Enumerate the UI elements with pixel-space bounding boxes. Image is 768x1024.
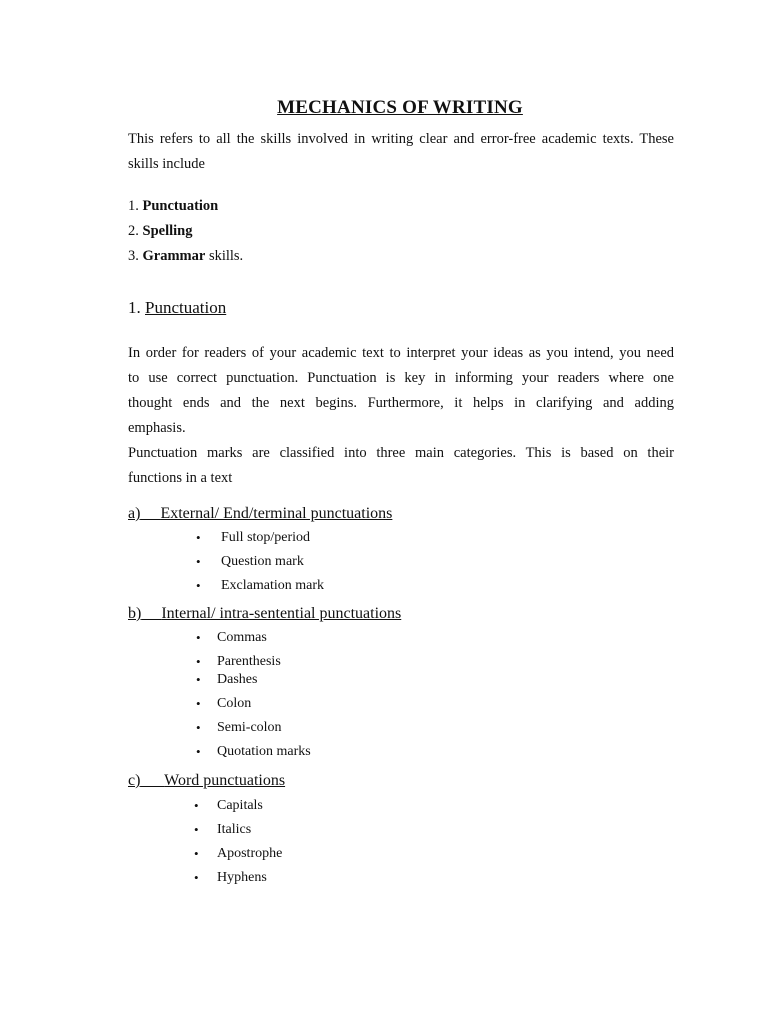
bullet-icon: • [194,870,199,885]
category-heading-external [128,505,392,523]
skills-list-item [128,194,243,219]
bullet-icon: • [196,578,201,593]
skills-list [128,194,243,269]
category-label: c) [128,772,141,789]
list-item-text: Colon [217,696,252,711]
list-item-text: Parenthesis [217,654,281,669]
skills-list-item [128,244,243,269]
category-title: External/ End/terminal punctuations [160,505,393,522]
list-item-text: Semi-colon [217,720,282,735]
paragraph-line: functions in a text [128,470,233,486]
paragraph-line: Punctuation marks are classified into three main categories. This is based on their [128,445,674,461]
skill-number: 2. [128,223,139,239]
skill-number: 3. [128,248,139,264]
paragraph-line: thought ends and the next begins. Furthermore, it helps in clarifying and adding [128,395,674,411]
category-heading-word [128,772,285,790]
paragraph-line: to use correct punctuation. Punctuation is key in informing your readers where one [128,370,674,386]
bullet-icon: • [196,630,201,645]
list-item-text: Apostrophe [217,846,283,861]
bullet-icon: • [194,846,199,861]
list-item-text: Hyphens [217,870,267,885]
bullet-icon: • [196,654,201,669]
section-number: 1. [128,298,141,317]
punctuation-paragraph [128,341,674,491]
list-item-text: Quotation marks [217,744,311,759]
paragraph-line: emphasis. [128,420,186,436]
category-title: Word punctuations [164,772,286,789]
category-label: b) [128,605,142,622]
list-item-text: Question mark [221,554,304,569]
bullet-icon: • [194,798,199,813]
paragraph-line: In order for readers of your academic text to interpret your ideas as you intend, you need [128,345,674,361]
bullet-icon: • [196,554,201,569]
list-item-text: Exclamation mark [221,578,325,593]
intro-paragraph [128,127,674,177]
list-item-text: Italics [217,822,252,837]
list-item-text: Commas [217,630,267,645]
bullet-icon: • [196,672,201,687]
skill-suffix: skills. [205,248,244,264]
bullet-icon: • [194,822,199,837]
category-label: a) [128,505,141,522]
skill-name: Spelling [142,223,193,239]
category-heading-internal [128,605,401,623]
category-title: Internal/ intra-sentential punctuations [161,605,402,622]
bullet-icon: • [196,530,201,545]
page-title: MECHANICS OF WRITING [277,97,523,118]
bullet-icon: • [196,720,201,735]
skill-name: Grammar [142,248,206,264]
intro-line: This refers to all the skills involved in writing clear and error-free academic texts. These [128,131,674,147]
list-item-text: Dashes [217,672,258,687]
section-heading-punctuation [128,298,226,318]
list-item-text: Full stop/period [221,530,311,545]
bullet-icon: • [196,744,201,759]
list-item-text: Capitals [217,798,263,813]
skill-name: Punctuation [142,198,219,214]
intro-line: skills include [128,156,205,172]
section-title: Punctuation [145,298,227,317]
bullet-icon: • [196,696,201,711]
skills-list-item [128,219,243,244]
skill-number: 1. [128,198,139,214]
